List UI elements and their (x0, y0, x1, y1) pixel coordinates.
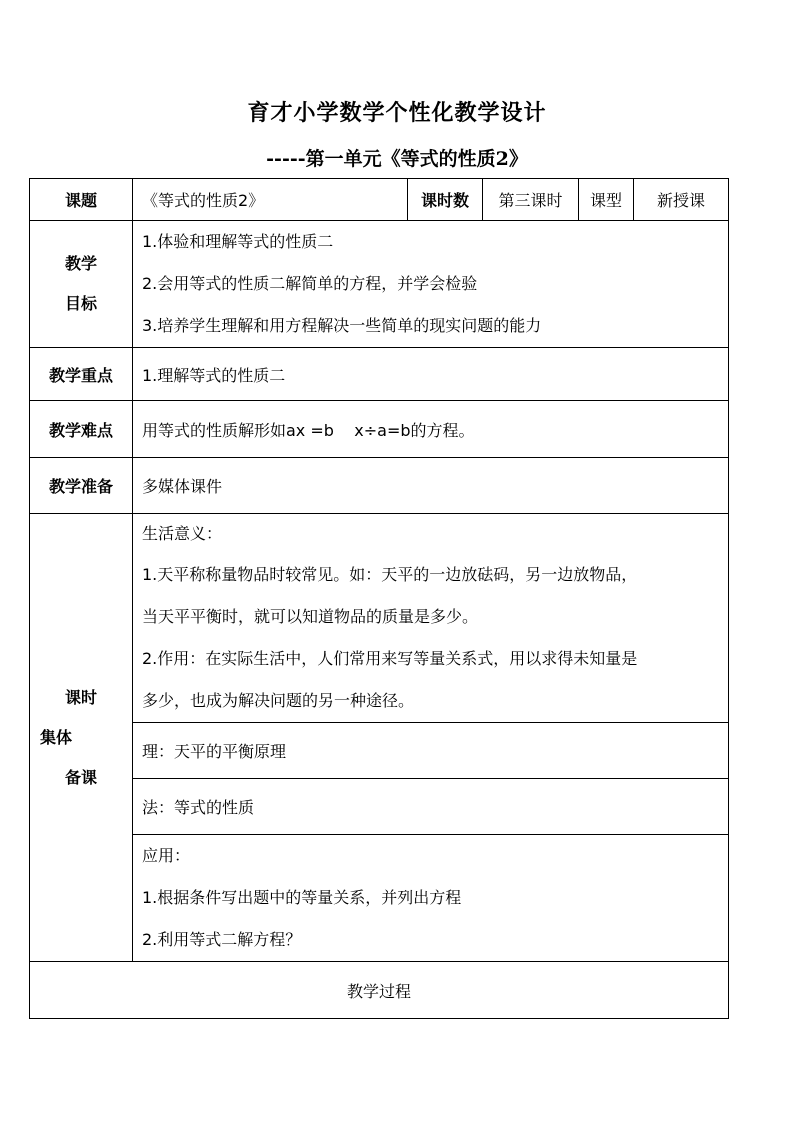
collective-label-line1: 课时 (64, 687, 97, 707)
method-value: 法：等式的性质 (133, 779, 729, 835)
meaning-line: 1.天平称称量物品时较常见。如：天平的一边放砝码，另一边放物品， (142, 565, 638, 584)
preparation-row (30, 458, 729, 514)
document-title: 育才小学数学个性化教学设计 (247, 100, 547, 126)
collective-label-line2: 集体 (40, 727, 73, 747)
application-line: 2.利用等式二解方程？ (142, 930, 302, 949)
meaning-line: 2.作用：在实际生活中，人们常用来写等量关系式，用以求得未知量是 (142, 649, 638, 668)
preparation-value: 多媒体课件 (133, 458, 729, 514)
type-label: 课型 (579, 179, 634, 221)
key-point-row (30, 348, 729, 401)
periods-value: 第三课时 (483, 179, 579, 221)
application-heading: 应用： (142, 846, 191, 865)
process-row (30, 962, 729, 1019)
objectives-label (30, 221, 133, 348)
header-row (30, 179, 729, 221)
objectives-label-line1: 教学 (64, 254, 97, 273)
document-subtitle: -----第一单元《等式的性质2》 (266, 148, 528, 170)
meaning-line: 多少，也成为解决问题的另一种途径。 (142, 691, 415, 710)
objective-item: 1.体验和理解等式的性质二 (142, 232, 334, 251)
objectives-label-line2: 目标 (64, 294, 97, 313)
meaning-line: 当天平平衡时，就可以知道物品的质量是多少。 (142, 607, 479, 626)
type-value: 新授课 (634, 179, 729, 221)
collective-label-line3: 备课 (64, 767, 97, 787)
theory-row (30, 723, 729, 779)
topic-label: 课题 (30, 179, 133, 221)
objective-item: 3.培养学生理解和用方程解决一些简单的现实问题的能力 (142, 316, 542, 335)
method-row (30, 779, 729, 835)
process-label: 教学过程 (30, 962, 729, 1019)
objectives-row (30, 221, 729, 348)
key-point-label: 教学重点 (30, 348, 133, 401)
application-line: 1.根据条件写出题中的等量关系，并列出方程 (142, 888, 462, 907)
topic-value: 《等式的性质2》 (133, 179, 408, 221)
periods-label: 课时数 (408, 179, 483, 221)
application-content (133, 835, 729, 962)
difficulty-value: 用等式的性质解形如ax =b x÷a=b的方程。 (133, 401, 729, 458)
meaning-row (30, 514, 729, 723)
collective-label (30, 514, 133, 962)
meaning-heading: 生活意义： (142, 524, 223, 543)
meaning-content (133, 514, 729, 723)
theory-value: 理：天平的平衡原理 (133, 723, 729, 779)
application-row (30, 835, 729, 962)
difficulty-label: 教学难点 (30, 401, 133, 458)
preparation-label: 教学准备 (30, 458, 133, 514)
difficulty-row (30, 401, 729, 458)
objective-item: 2.会用等式的性质二解简单的方程，并学会检验 (142, 274, 478, 293)
objectives-content (133, 221, 729, 348)
key-point-value: 1.理解等式的性质二 (133, 348, 729, 401)
lesson-plan-table (29, 178, 729, 1019)
